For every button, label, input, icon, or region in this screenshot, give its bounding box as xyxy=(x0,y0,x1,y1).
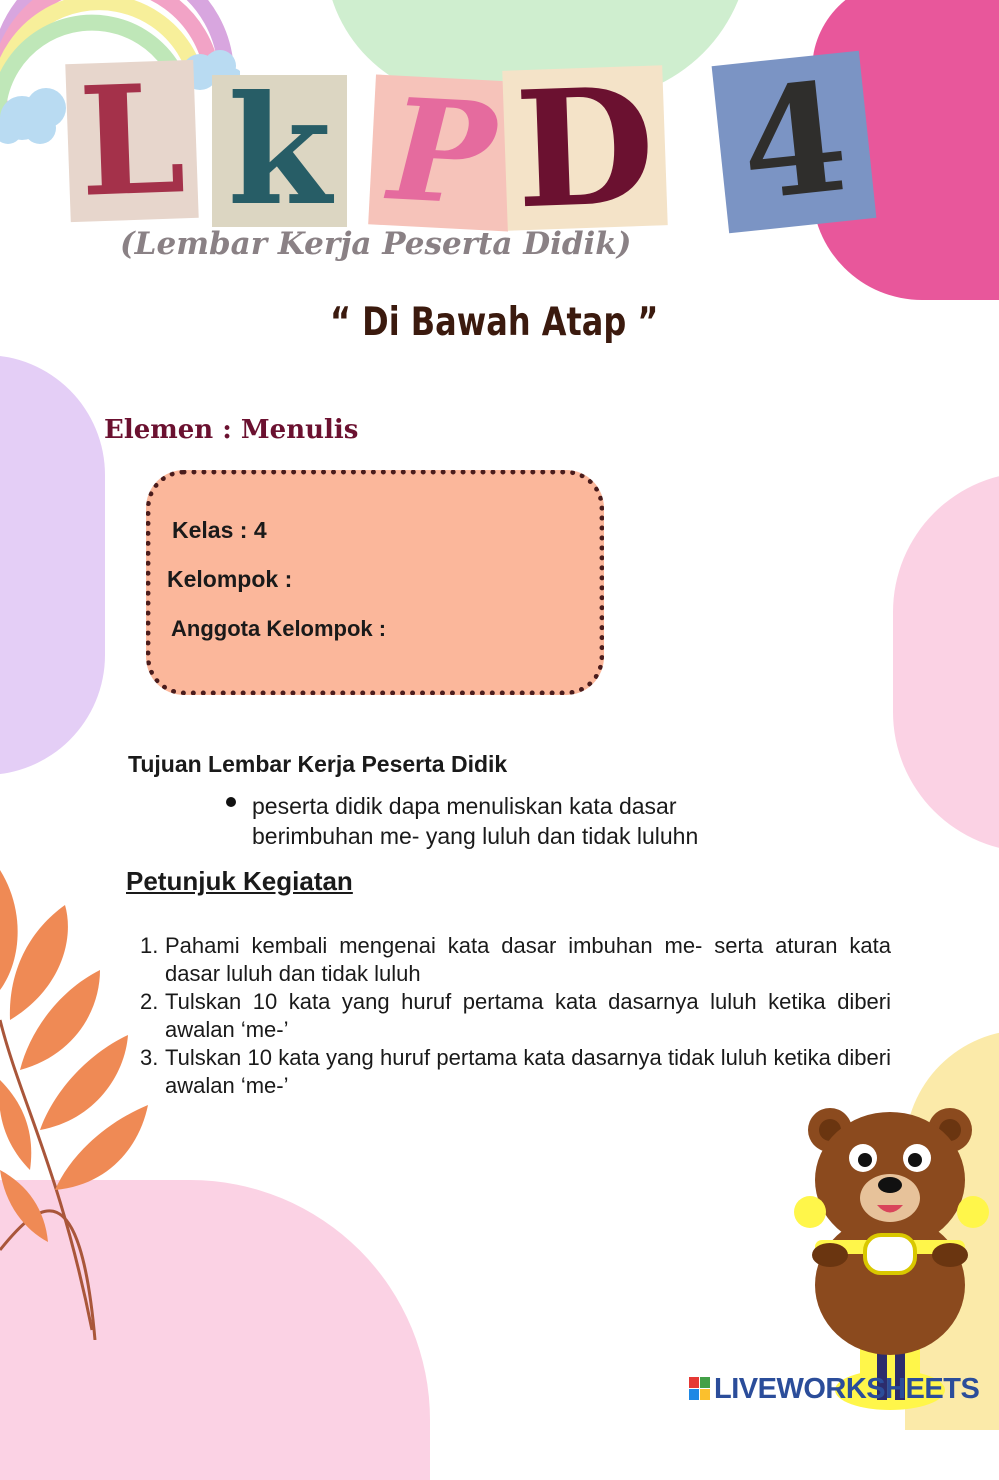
step-number: 3. xyxy=(140,1045,159,1070)
step-item xyxy=(140,932,891,988)
leaves-icon xyxy=(0,870,150,1340)
tujuan-heading: Tujuan Lembar Kerja Peserta Didik xyxy=(128,751,508,777)
kelas-label: Kelas : 4 xyxy=(172,517,267,543)
subtitle: (Lembar Kerja Peserta Didik) xyxy=(120,226,632,262)
kelompok-label: Kelompok : xyxy=(167,566,293,592)
step-number: 1. xyxy=(140,933,159,958)
step-item xyxy=(140,1044,891,1100)
step-text: Tulskan 10 kata yang huruf pertama kata dasarnya luluh ketika diberi awalan ‘me-’ xyxy=(165,989,891,1042)
steps-list xyxy=(140,932,891,1100)
title-letter-d: D xyxy=(502,65,667,230)
anggota-kelompok-label: Anggota Kelompok : xyxy=(171,616,387,641)
list-item: peserta didik dapa menuliskan kata dasar berimbuhan me- yang luluh dan tidak luluhn xyxy=(252,793,699,849)
liveworksheets-watermark: LIVEWORKSHEETS xyxy=(714,1373,980,1405)
step-item xyxy=(140,988,891,1044)
page-title: “ Di Bawah Atap ” xyxy=(330,300,659,345)
step-text: Tulskan 10 kata yang huruf pertama kata dasarnya tidak luluh ketika diberi awalan ‘me-’ xyxy=(165,1045,891,1098)
elemen-label: Elemen : Menulis xyxy=(104,415,359,445)
title-number-4: 4 xyxy=(712,51,877,234)
background-blob-lavender xyxy=(0,355,105,775)
title-letter-l: L xyxy=(65,60,198,222)
title-letter-p: P xyxy=(368,74,516,231)
step-number: 2. xyxy=(140,989,159,1014)
title-letter-k: k xyxy=(212,75,347,227)
bear-scooter-icon xyxy=(785,1100,995,1410)
liveworksheets-logo-icon xyxy=(689,1377,711,1401)
background-blob-pink xyxy=(893,472,999,852)
petunjuk-heading: Petunjuk Kegiatan xyxy=(126,866,353,896)
step-text: Pahami kembali mengenai kata dasar imbuhan me- serta aturan kata dasar luluh dan tidak luluh xyxy=(165,933,891,986)
bullet-icon xyxy=(226,797,236,807)
